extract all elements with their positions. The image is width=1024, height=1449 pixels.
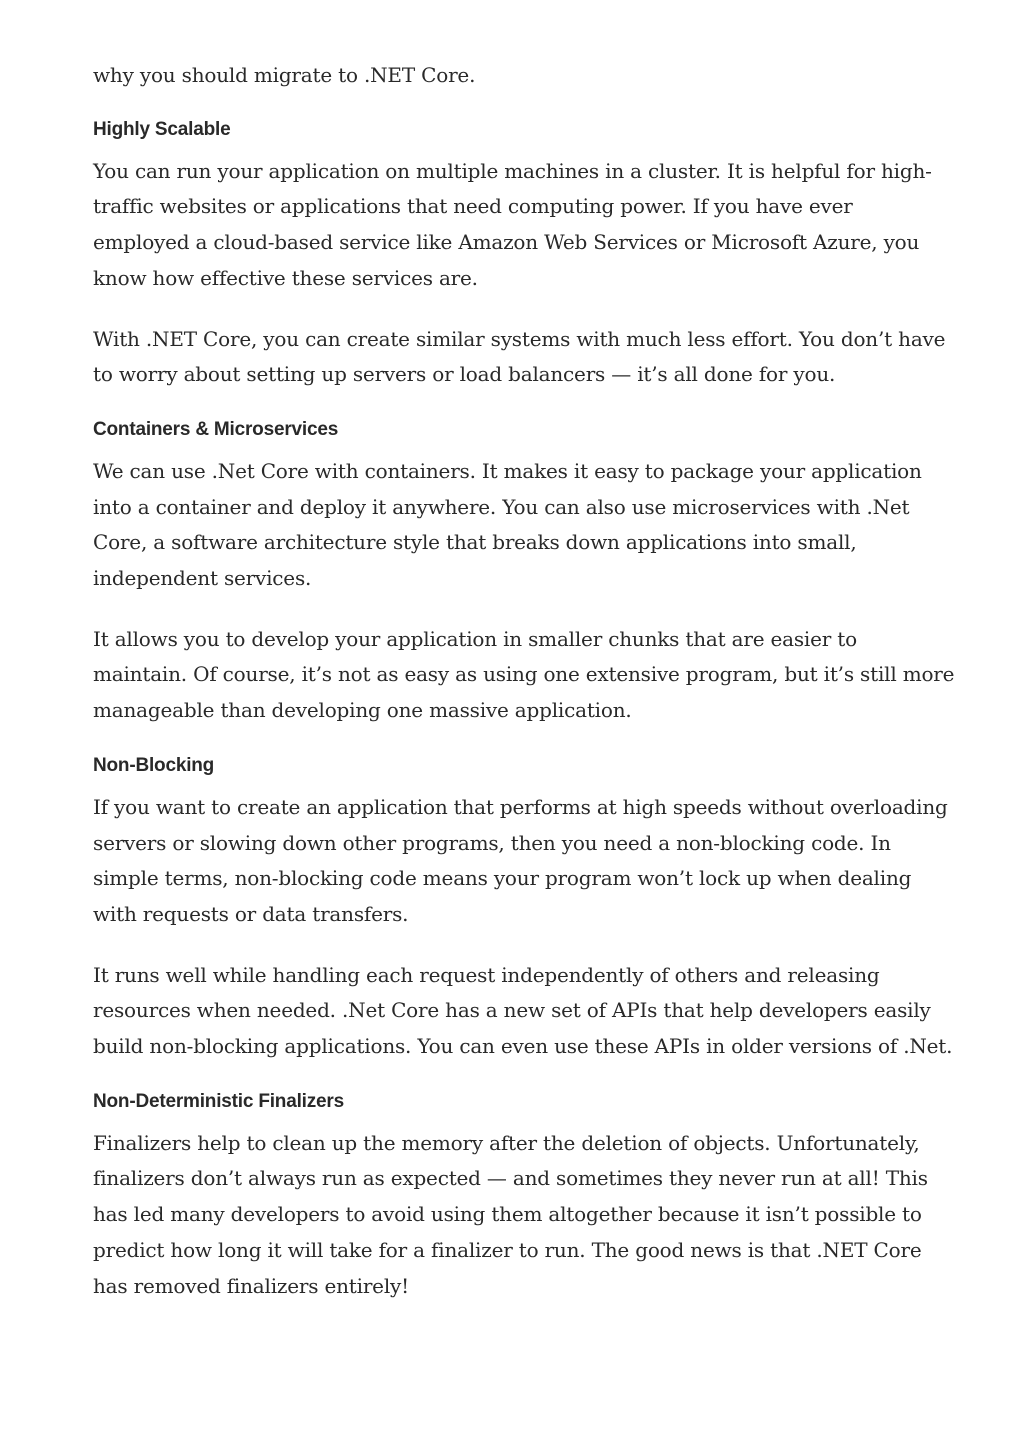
heading-highly-scalable: Highly Scalable — [93, 118, 231, 140]
heading-non-deterministic-finalizers: Non-Deterministic Finalizers — [93, 1090, 344, 1112]
paragraph: Finalizers help to clean up the memory after the deletion of objects. Unfortunately, finalizers don’t always run as expected — and sometimes they never run at all! This has led many developers to avoid using them altogether because it isn’t possible to predict how long it will take for a finalizer to run. The good news is that .NET Core has removed finalizers entirely! — [93, 1130, 928, 1298]
paragraph: With .NET Core, you can create similar systems with much less effort. You don’t have to worry about setting up servers or load balancers — it’s all done for you. — [93, 326, 946, 387]
paragraph: We can use .Net Core with containers. It makes it easy to package your application into a container and deploy it anywhere. You can also use microservices with .Net Core, a software architecture style that breaks down applications into small, independent services. — [93, 458, 922, 591]
paragraph: It runs well while handling each request independently of others and releasing resources when needed. .Net Core has a new set of APIs that help developers easily build non-blocking applications. You can even use these APIs in older versions of .Net. — [93, 962, 953, 1059]
paragraph: If you want to create an application that performs at high speeds without overloading servers or slowing down other programs, then you need a non-blocking code. In simple terms, non-blocking code means your program won’t lock up when dealing with requests or data transfers. — [93, 794, 948, 926]
article-body — [93, 58, 955, 1329]
intro-paragraph: why you should migrate to .NET Core. — [93, 63, 476, 87]
paragraph: You can run your application on multiple machines in a cluster. It is helpful for high-traffic websites or applications that need computing power. If you have ever employed a cloud-based service like Amazon Web Services or Microsoft Azure, you know how effective these services are. — [93, 158, 932, 290]
paragraph: It allows you to develop your application in smaller chunks that are easier to maintain. Of course, it’s not as easy as using one extensive program, but it’s still more manageable than developing one massive application. — [93, 626, 955, 723]
heading-containers-microservices: Containers & Microservices — [93, 418, 339, 440]
heading-non-blocking: Non-Blocking — [93, 754, 215, 776]
